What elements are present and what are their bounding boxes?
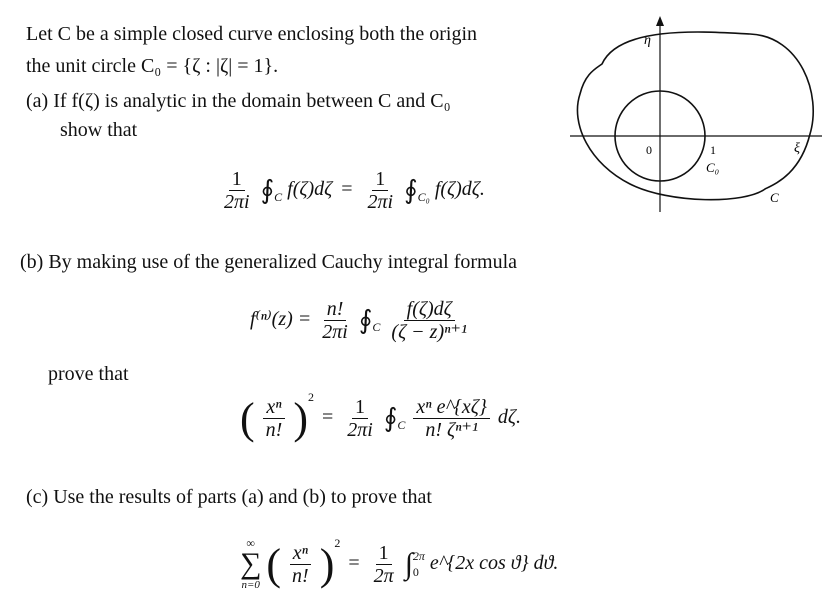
part-a-equation: $\frac{1}{2\pi i}$ $∮_C$ f(ζ)dζ = $\frac{1}{2\pi i}$ $∮_{C_0}$ f(ζ)dζ. (218, 168, 485, 213)
eta-label: η (644, 33, 651, 48)
prove-that-text: prove that (48, 363, 129, 385)
integral-sign: ∫ (404, 547, 413, 581)
intro-line-2: the unit circle C₀ = {ζ : |ζ| = 1}. (26, 55, 279, 77)
contour-integral-sign: ∮ (404, 175, 418, 205)
xi-label: ξ (794, 141, 800, 156)
part-b-label: (b) By making use of the generalized Cauchy integral formula (20, 251, 518, 273)
contour-figure (560, 14, 826, 214)
intro-line-1: Let C be a simple closed curve enclosing both the origin (26, 23, 477, 45)
part-b-result: ( $\frac{\text{xⁿ}}{n!}$ )$^2$ = $\frac{1}{2\pi i}$ $∮_C$ $\frac{\text{xⁿ e\textasciicircum{}\{xζ\}}}{\text{n! ζⁿ⁺¹}}$ dζ. (240, 390, 521, 443)
contour-integral-sign: ∮ (383, 403, 398, 433)
cauchy-formula: f⁽ⁿ⁾(z) = $\frac{n!}{2\pi i}$ $∮_C$ $\frac{f(\zeta)d\zeta}{\text{(ζ − z)ⁿ⁺¹}}$ (250, 298, 467, 343)
unit-label: 1 (710, 143, 716, 157)
origin-label: 0 (646, 143, 652, 157)
curve-c (577, 32, 813, 200)
c0-label: C₀ (706, 160, 720, 175)
contour-integral-sign: ∮ (358, 305, 373, 335)
part-a-rhs-fraction: $\frac{1}{2\pi i}$ (367, 168, 394, 213)
part-c-label: (c) Use the results of parts (a) and (b) to prove that (26, 486, 432, 508)
part-a-lhs-fraction: $\frac{1}{2\pi i}$ (224, 168, 250, 213)
part-a-show-that: show that (60, 119, 138, 141)
eta-axis-arrow (656, 16, 664, 26)
part-a-label: (a) If f(ζ) is analytic in the domain between C and C₀ (26, 90, 451, 112)
c-label: C (770, 190, 779, 205)
summation: ∞ ∑ n=0 (240, 536, 262, 592)
contour-integral-sign: ∮ (260, 175, 275, 205)
part-c-equation: ∞ ∑ n=0 ( $\frac{\text{xⁿ}}{n!}$ )$^2$ = $\frac{1}{2\pi}$ ∫ 2π 0 e^{2x cos ϑ} dϑ. (240, 536, 559, 592)
